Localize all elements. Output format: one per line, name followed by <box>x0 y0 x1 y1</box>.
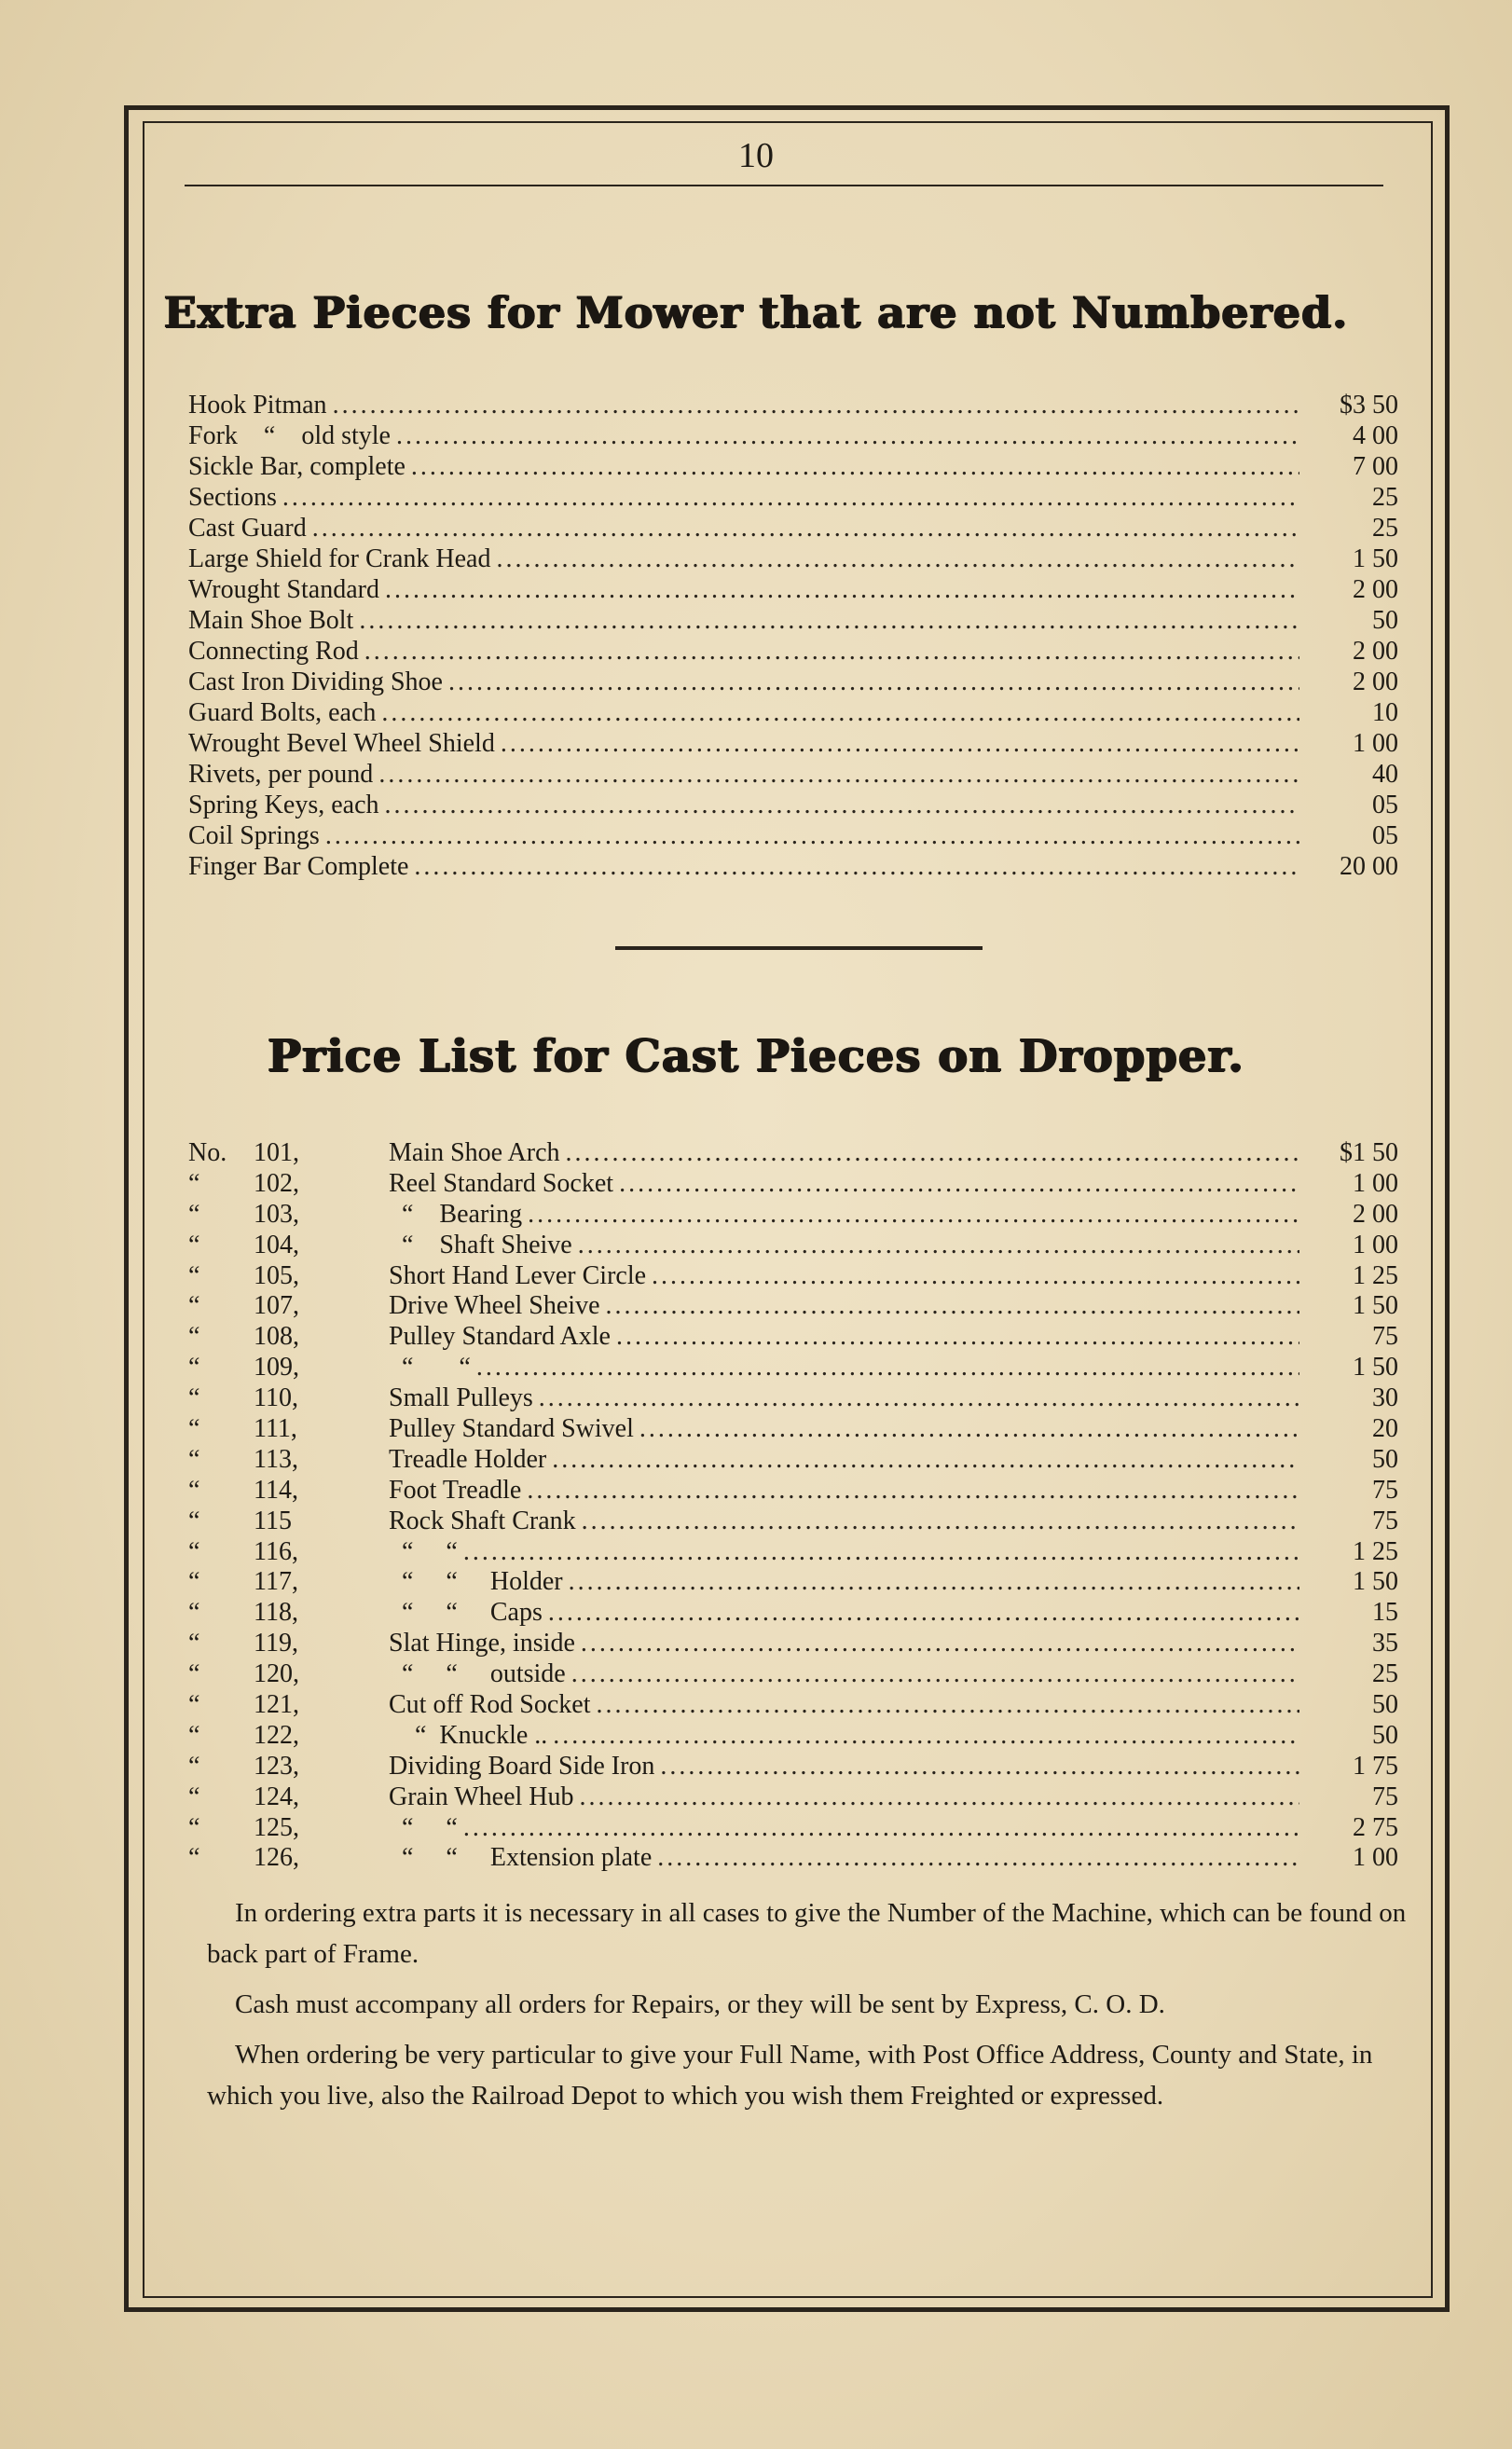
item-description: “ “ <box>389 1353 471 1383</box>
leader-dots <box>385 790 1299 820</box>
price-row <box>188 1689 1398 1720</box>
item-no-label: “ <box>188 1782 200 1811</box>
item-price: 1 75 <box>1353 1751 1398 1781</box>
item-description: Small Pulleys <box>389 1383 533 1413</box>
price-row <box>188 1352 1398 1383</box>
item-price: 1 00 <box>1353 1230 1398 1259</box>
leader-dots <box>616 1321 1299 1352</box>
price-row <box>188 543 1398 574</box>
item-number: 124, <box>254 1782 299 1811</box>
price-row <box>188 1444 1398 1475</box>
item-description: Pulley Standard Swivel <box>389 1414 634 1444</box>
price-row <box>188 390 1398 420</box>
leader-dots <box>448 667 1299 697</box>
item-no-label: “ <box>188 1720 200 1750</box>
item-price: 2 00 <box>1353 667 1398 696</box>
item-description: Rivets, per pound <box>188 760 374 789</box>
price-row <box>188 1842 1398 1873</box>
price-row <box>188 1290 1398 1321</box>
item-price: 1 00 <box>1353 1168 1398 1198</box>
item-description: “ “ Holder <box>389 1567 563 1597</box>
item-number: 103, <box>254 1199 299 1229</box>
item-description: Short Hand Lever Circle <box>389 1260 647 1290</box>
item-number: 113, <box>254 1444 298 1474</box>
item-number: 126, <box>254 1843 299 1873</box>
price-row <box>188 636 1398 667</box>
leader-dots <box>497 543 1300 574</box>
item-description: Large Shield for Crank Head <box>188 544 491 573</box>
item-description: “ “ <box>389 1536 458 1566</box>
item-no-label: “ <box>188 1260 200 1290</box>
note-frame-number: In ordering extra parts it is necessary in all cases to give the Number of the Machine, which can be found on back part of Frame. <box>207 1898 1407 1969</box>
leader-dots <box>359 605 1299 636</box>
item-number: 123, <box>254 1751 299 1781</box>
item-description: Pulley Standard Axle <box>389 1322 611 1352</box>
page-number: 10 <box>738 136 774 175</box>
leader-dots <box>548 1597 1299 1628</box>
item-no-label: “ <box>188 1168 200 1198</box>
item-number: 119, <box>254 1629 298 1658</box>
item-no-label: “ <box>188 1567 200 1597</box>
item-description: Sections <box>188 483 277 512</box>
item-price: 1 00 <box>1353 1843 1398 1873</box>
item-price: 15 <box>1372 1598 1398 1628</box>
item-price: 20 00 <box>1340 852 1398 881</box>
item-no-label: “ <box>188 1690 200 1720</box>
item-price: 2 00 <box>1353 575 1398 604</box>
item-price: 1 25 <box>1353 1536 1398 1566</box>
section1-title: Extra Pieces for Mower that are not Numbered. <box>163 287 1349 337</box>
leader-dots <box>528 1199 1299 1230</box>
item-description: Wrought Standard <box>188 575 379 604</box>
item-description: “ “ Caps <box>389 1598 543 1628</box>
item-no-label: “ <box>188 1598 200 1628</box>
section2-title: Price List for Cast Pieces on Dropper. <box>267 1030 1245 1082</box>
item-description: Foot Treadle <box>389 1475 522 1505</box>
item-price: 75 <box>1372 1506 1398 1535</box>
ordering-notes <box>207 1892 1409 2126</box>
item-price: 1 25 <box>1353 1260 1398 1290</box>
item-price: 50 <box>1372 1690 1398 1720</box>
price-row <box>188 1506 1398 1536</box>
item-no-label: “ <box>188 1230 200 1259</box>
item-description: Connecting Rod <box>188 637 359 666</box>
item-price: 50 <box>1372 1720 1398 1750</box>
price-row <box>188 420 1398 451</box>
leader-dots <box>660 1751 1299 1782</box>
price-row <box>188 1720 1398 1751</box>
item-description: Coil Springs <box>188 821 320 850</box>
leader-dots <box>552 1444 1299 1475</box>
item-number: 110, <box>254 1383 298 1413</box>
leader-dots <box>396 420 1299 451</box>
leader-dots <box>539 1383 1299 1413</box>
price-row <box>188 790 1398 820</box>
item-number: 107, <box>254 1291 299 1321</box>
price-row <box>188 1413 1398 1444</box>
item-no-label: “ <box>188 1812 200 1842</box>
leader-dots <box>580 1782 1299 1812</box>
note-cash: Cash must accompany all orders for Repairs, or they will be sent by Express, C. O. D. <box>235 1989 1165 2019</box>
header-rule <box>185 185 1383 186</box>
leader-dots <box>476 1352 1299 1383</box>
leader-dots <box>333 390 1299 420</box>
leader-dots <box>596 1689 1299 1720</box>
item-no-label: “ <box>188 1506 200 1535</box>
item-number: 105, <box>254 1260 299 1290</box>
leader-dots <box>553 1720 1299 1751</box>
item-price: 1 50 <box>1353 544 1398 573</box>
item-price: 25 <box>1372 514 1398 543</box>
item-price: 4 00 <box>1353 421 1398 450</box>
item-price: 35 <box>1372 1629 1398 1658</box>
leader-dots <box>657 1842 1299 1873</box>
item-no-label: “ <box>188 1353 200 1383</box>
price-row <box>188 820 1398 851</box>
item-number: 101, <box>254 1138 299 1167</box>
leader-dots <box>381 697 1299 728</box>
item-price: 05 <box>1372 791 1398 819</box>
item-description: “ “ outside <box>389 1659 566 1689</box>
note-full-name: When ordering be very particular to give your Full Name, with Post Office Address, County and State, in which you live, also the Railroad Depot to which you wish them Freighted or expressed. <box>207 2040 1373 2111</box>
price-row <box>188 605 1398 636</box>
price-row <box>188 1597 1398 1628</box>
item-number: 114, <box>254 1475 298 1505</box>
price-row <box>188 1782 1398 1812</box>
leader-dots <box>606 1290 1299 1321</box>
item-price: 1 50 <box>1353 1291 1398 1321</box>
item-price: 1 00 <box>1353 729 1398 758</box>
item-description: Hook Pitman <box>188 391 327 420</box>
leader-dots <box>385 574 1299 605</box>
item-description: Grain Wheel Hub <box>389 1782 574 1811</box>
price-row <box>188 1230 1398 1260</box>
item-description: Main Shoe Bolt <box>188 606 354 635</box>
item-number: 116, <box>254 1536 298 1566</box>
item-number: 111, <box>254 1414 297 1444</box>
item-price: 7 00 <box>1353 452 1398 481</box>
price-row <box>188 1321 1398 1352</box>
price-row <box>188 1751 1398 1782</box>
item-no-label: “ <box>188 1536 200 1566</box>
price-row <box>188 851 1398 882</box>
extra-pieces-list <box>188 390 1398 882</box>
price-row <box>188 574 1398 605</box>
item-no-label: “ <box>188 1843 200 1873</box>
price-row <box>188 667 1398 697</box>
leader-dots <box>364 636 1299 667</box>
item-price: 75 <box>1372 1322 1398 1352</box>
item-description: Main Shoe Arch <box>389 1138 560 1167</box>
leader-dots <box>527 1475 1299 1506</box>
item-description: “ “ Extension plate <box>389 1843 653 1873</box>
price-row <box>188 1812 1398 1843</box>
item-description: “ Knuckle .. <box>389 1720 548 1750</box>
leader-dots <box>312 513 1299 543</box>
item-description: Cast Guard <box>188 514 307 543</box>
item-no-label: “ <box>188 1444 200 1474</box>
leader-dots <box>501 728 1299 759</box>
item-description: Cast Iron Dividing Shoe <box>188 667 443 696</box>
price-row <box>188 1628 1398 1658</box>
item-number: 121, <box>254 1690 299 1720</box>
item-no-label: “ <box>188 1322 200 1352</box>
item-price: 30 <box>1372 1383 1398 1413</box>
item-description: Reel Standard Socket <box>389 1168 614 1198</box>
item-description: “ “ <box>389 1812 458 1842</box>
price-row <box>188 451 1398 482</box>
item-description: Wrought Bevel Wheel Shield <box>188 729 495 758</box>
price-row <box>188 1536 1398 1567</box>
leader-dots <box>378 759 1299 790</box>
item-price: 50 <box>1372 606 1398 635</box>
item-no-label: No. <box>188 1138 227 1167</box>
item-description: “ Bearing <box>389 1199 523 1229</box>
item-number: 120, <box>254 1659 299 1689</box>
item-price: 40 <box>1372 760 1398 789</box>
price-row <box>188 697 1398 728</box>
item-description: Treadle Holder <box>389 1444 547 1474</box>
item-description: Drive Wheel Sheive <box>389 1291 600 1321</box>
leader-dots <box>411 451 1299 482</box>
leader-dots <box>639 1413 1299 1444</box>
leader-dots <box>581 1628 1299 1658</box>
item-description: Sickle Bar, complete <box>188 452 405 481</box>
item-description: Rock Shaft Crank <box>389 1506 576 1535</box>
item-price: $3 50 <box>1340 391 1398 420</box>
item-description: Fork “ old style <box>188 421 391 450</box>
item-number: 104, <box>254 1230 299 1259</box>
item-price: 75 <box>1372 1782 1398 1811</box>
item-price: 05 <box>1372 821 1398 850</box>
item-no-label: “ <box>188 1199 200 1229</box>
dropper-price-list <box>188 1137 1398 1873</box>
item-price: 25 <box>1372 483 1398 512</box>
leader-dots <box>582 1506 1299 1536</box>
item-price: 20 <box>1372 1414 1398 1444</box>
item-no-label: “ <box>188 1383 200 1413</box>
price-row <box>188 759 1398 790</box>
item-number: 109, <box>254 1353 299 1383</box>
leader-dots <box>282 482 1299 513</box>
item-number: 108, <box>254 1322 299 1352</box>
item-no-label: “ <box>188 1629 200 1658</box>
price-row <box>188 1137 1398 1168</box>
price-row <box>188 1383 1398 1413</box>
price-row <box>188 482 1398 513</box>
leader-dots <box>463 1812 1299 1843</box>
item-price: $1 50 <box>1340 1138 1398 1167</box>
item-description: Guard Bolts, each <box>188 698 377 727</box>
item-no-label: “ <box>188 1291 200 1321</box>
leader-dots <box>571 1658 1299 1689</box>
item-no-label: “ <box>188 1475 200 1505</box>
item-no-label: “ <box>188 1659 200 1689</box>
item-description: Dividing Board Side Iron <box>389 1751 655 1781</box>
item-description: Cut off Rod Socket <box>389 1690 591 1720</box>
leader-dots <box>566 1137 1299 1168</box>
item-number: 115 <box>254 1506 292 1535</box>
item-number: 122, <box>254 1720 299 1750</box>
leader-dots <box>463 1536 1299 1567</box>
item-price: 1 50 <box>1353 1353 1398 1383</box>
leader-dots <box>652 1260 1299 1291</box>
price-row <box>188 1475 1398 1506</box>
item-price: 2 00 <box>1353 637 1398 666</box>
item-price: 10 <box>1372 698 1398 727</box>
item-no-label: “ <box>188 1414 200 1444</box>
price-row <box>188 1658 1398 1689</box>
item-price: 75 <box>1372 1475 1398 1505</box>
price-row <box>188 1260 1398 1291</box>
leader-dots <box>578 1230 1299 1260</box>
price-row <box>188 728 1398 759</box>
item-no-label: “ <box>188 1751 200 1781</box>
item-number: 117, <box>254 1567 298 1597</box>
section-divider <box>615 946 983 950</box>
item-number: 125, <box>254 1812 299 1842</box>
item-price: 25 <box>1372 1659 1398 1689</box>
item-description: Finger Bar Complete <box>188 852 409 881</box>
leader-dots <box>569 1566 1299 1597</box>
item-description: “ Shaft Sheive <box>389 1230 572 1259</box>
item-number: 118, <box>254 1598 298 1628</box>
leader-dots <box>619 1168 1299 1199</box>
item-number: 102, <box>254 1168 299 1198</box>
item-description: Spring Keys, each <box>188 791 379 819</box>
price-row <box>188 513 1398 543</box>
item-description: Slat Hinge, inside <box>389 1629 575 1658</box>
leader-dots <box>325 820 1299 851</box>
leader-dots <box>414 851 1299 882</box>
item-price: 1 50 <box>1353 1567 1398 1597</box>
item-price: 2 75 <box>1353 1812 1398 1842</box>
price-row <box>188 1566 1398 1597</box>
item-price: 50 <box>1372 1444 1398 1474</box>
item-price: 2 00 <box>1353 1199 1398 1229</box>
price-row <box>188 1199 1398 1230</box>
price-row <box>188 1168 1398 1199</box>
